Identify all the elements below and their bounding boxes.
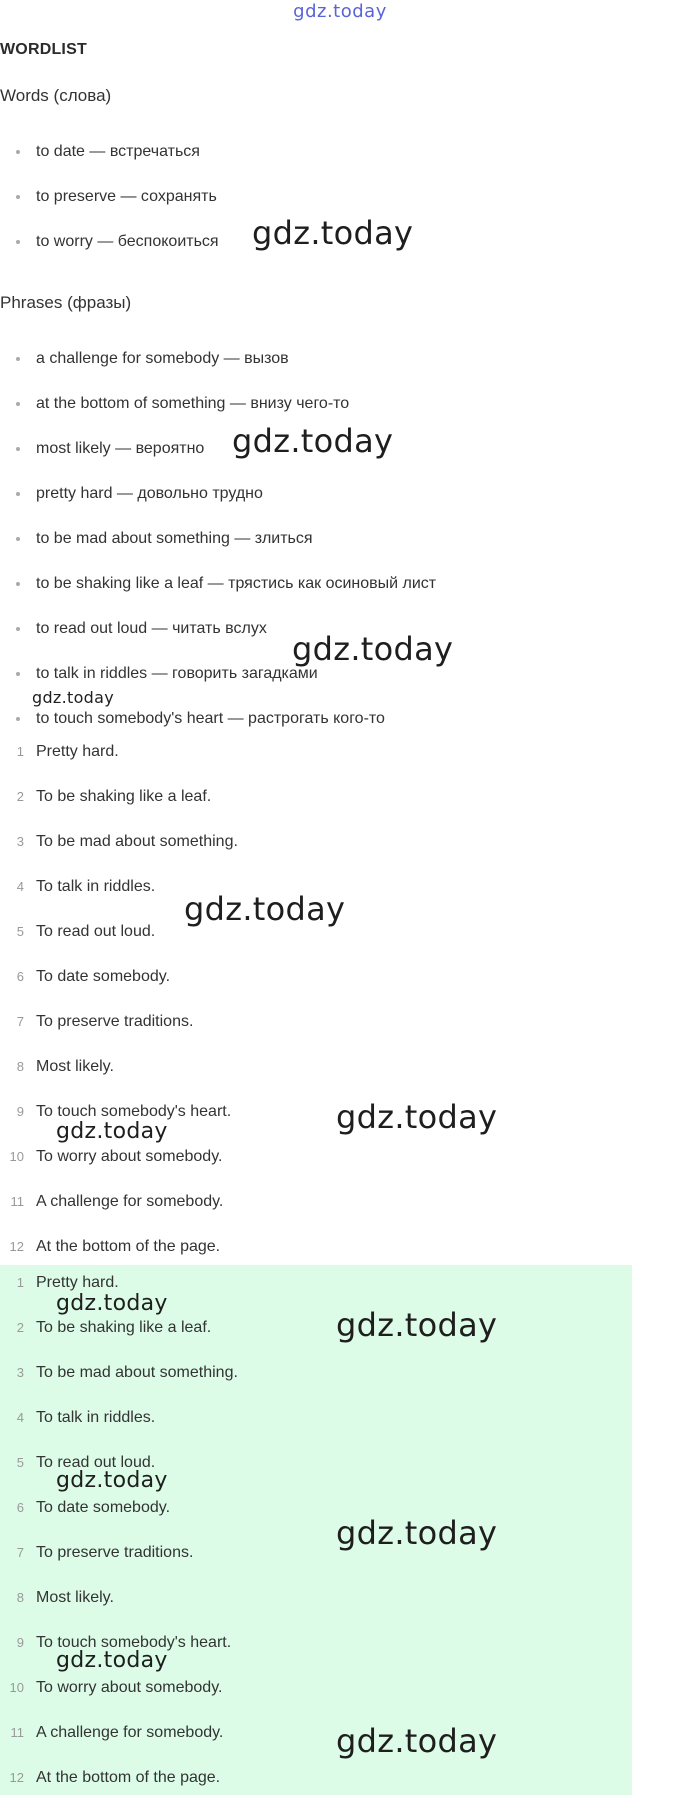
answer-text: A challenge for somebody. (36, 1724, 224, 1741)
list-item (0, 1498, 630, 1543)
watermark: gdz.today (56, 1119, 168, 1144)
item-number: 10 (9, 1149, 24, 1164)
item-number: 9 (16, 1104, 24, 1119)
bullet-icon (16, 240, 20, 244)
exercise-list (0, 742, 630, 1282)
list-item (0, 1057, 630, 1102)
words-list (0, 142, 620, 277)
list-item (0, 1192, 630, 1237)
answer-box (0, 1265, 632, 1795)
item-number: 2 (16, 789, 24, 804)
list-item (0, 529, 620, 574)
list-item (0, 142, 620, 187)
list-item (0, 832, 630, 877)
list-item (0, 1147, 630, 1192)
list-item (0, 349, 620, 394)
exercise-text: To touch somebody's heart. (36, 1103, 232, 1120)
answer-text: To preserve traditions. (36, 1544, 194, 1561)
answer-text: To touch somebody's heart. (36, 1634, 232, 1651)
exercise-text: To talk in riddles. (36, 878, 156, 895)
phrase-text: pretty hard — довольно трудно (36, 485, 263, 502)
bullet-icon (16, 402, 20, 406)
list-item (0, 1678, 630, 1723)
item-number: 4 (16, 879, 24, 894)
exercise-text: At the bottom of the page. (36, 1238, 221, 1255)
bullet-icon (16, 627, 20, 631)
phrase-text: a challenge for somebody — вызов (36, 350, 289, 367)
phrase-text: to be mad about something — злиться (36, 530, 313, 547)
exercise-text: To be mad about something. (36, 833, 238, 850)
exercise-text: To worry about somebody. (36, 1148, 223, 1165)
phrase-text: at the bottom of something — внизу чего-то (36, 395, 350, 412)
word-text: to worry — беспокоиться (36, 233, 219, 250)
item-number: 7 (16, 1545, 24, 1560)
word-text: to preserve — сохранять (36, 188, 217, 205)
list-item (0, 1588, 630, 1633)
item-number: 9 (16, 1635, 24, 1650)
watermark: gdz.today (336, 1722, 498, 1760)
bullet-icon (16, 447, 20, 451)
item-number: 8 (16, 1590, 24, 1605)
item-number: 7 (16, 1014, 24, 1029)
phrase-text: most likely — вероятно (36, 440, 205, 457)
answer-text: Pretty hard. (36, 1274, 119, 1291)
bullet-icon (16, 492, 20, 496)
item-number: 5 (16, 1455, 24, 1470)
bullet-icon (16, 672, 20, 676)
list-item (0, 742, 630, 787)
watermark: gdz.today (56, 1468, 168, 1493)
watermark: gdz.today (56, 1648, 168, 1673)
list-item (0, 1012, 630, 1057)
item-number: 5 (16, 924, 24, 939)
phrase-text: to talk in riddles — говорить загадками (36, 665, 318, 682)
answer-text: To read out loud. (36, 1454, 156, 1471)
list-item (0, 1723, 630, 1768)
bullet-icon (16, 537, 20, 541)
answer-text: To be mad about something. (36, 1364, 238, 1381)
item-number: 3 (16, 1365, 24, 1380)
watermark: gdz.today (336, 1306, 498, 1344)
exercise-text: To date somebody. (36, 968, 171, 985)
list-item (0, 1318, 630, 1363)
exercise-text: To read out loud. (36, 923, 156, 940)
watermark: gdz.today (32, 688, 114, 707)
item-number: 6 (16, 1500, 24, 1515)
watermark: gdz.today (184, 890, 346, 928)
exercise-text: A challenge for somebody. (36, 1193, 224, 1210)
phrase-text: to read out loud — читать вслух (36, 620, 267, 637)
list-item (0, 1363, 630, 1408)
list-item (0, 1768, 630, 1813)
watermark: gdz.today (232, 422, 394, 460)
answer-text: At the bottom of the page. (36, 1769, 221, 1786)
word-text: to date — встречаться (36, 143, 200, 160)
list-item (0, 574, 620, 619)
phrases-subheading: Phrases (фразы) (0, 293, 132, 312)
list-item (0, 787, 630, 832)
exercise-text: To preserve traditions. (36, 1013, 194, 1030)
item-number: 12 (9, 1239, 24, 1254)
phrase-text: to touch somebody's heart — растрогать кого-то (36, 710, 385, 727)
watermark: gdz.today (336, 1514, 498, 1552)
item-number: 11 (10, 1194, 24, 1209)
list-item (0, 1408, 630, 1453)
answer-text: To worry about somebody. (36, 1679, 223, 1696)
bullet-icon (16, 195, 20, 199)
watermark: gdz.today (292, 630, 454, 668)
list-item (0, 1543, 630, 1588)
answer-text: To date somebody. (36, 1499, 171, 1516)
item-number: 11 (10, 1725, 24, 1740)
phrase-text: to be shaking like a leaf — трястись как осиновый лист (36, 575, 437, 592)
answer-text: Most likely. (36, 1589, 114, 1606)
watermark: gdz.today (252, 214, 414, 252)
watermark: gdz.today (336, 1098, 498, 1136)
list-item (0, 967, 630, 1012)
answer-text: To be shaking like a leaf. (36, 1319, 212, 1336)
item-number: 8 (16, 1059, 24, 1074)
item-number: 1 (16, 744, 24, 759)
bullet-icon (16, 357, 20, 361)
answer-list (0, 1273, 630, 1813)
list-item (0, 922, 630, 967)
bullet-icon (16, 150, 20, 154)
wordlist-heading: WORDLIST (0, 41, 87, 58)
item-number: 10 (9, 1680, 24, 1695)
item-number: 3 (16, 834, 24, 849)
watermark: gdz.today (56, 1291, 168, 1316)
exercise-text: Pretty hard. (36, 743, 119, 760)
bullet-icon (16, 582, 20, 586)
item-number: 1 (16, 1275, 24, 1290)
exercise-text: To be shaking like a leaf. (36, 788, 212, 805)
item-number: 12 (9, 1770, 24, 1785)
answer-text: To talk in riddles. (36, 1409, 156, 1426)
item-number: 2 (16, 1320, 24, 1335)
item-number: 6 (16, 969, 24, 984)
exercise-text: Most likely. (36, 1058, 114, 1075)
words-subheading: Words (слова) (0, 86, 112, 105)
list-item (0, 484, 620, 529)
item-number: 4 (16, 1410, 24, 1425)
site-logo[interactable]: gdz.today (293, 1, 387, 22)
bullet-icon (16, 717, 20, 721)
